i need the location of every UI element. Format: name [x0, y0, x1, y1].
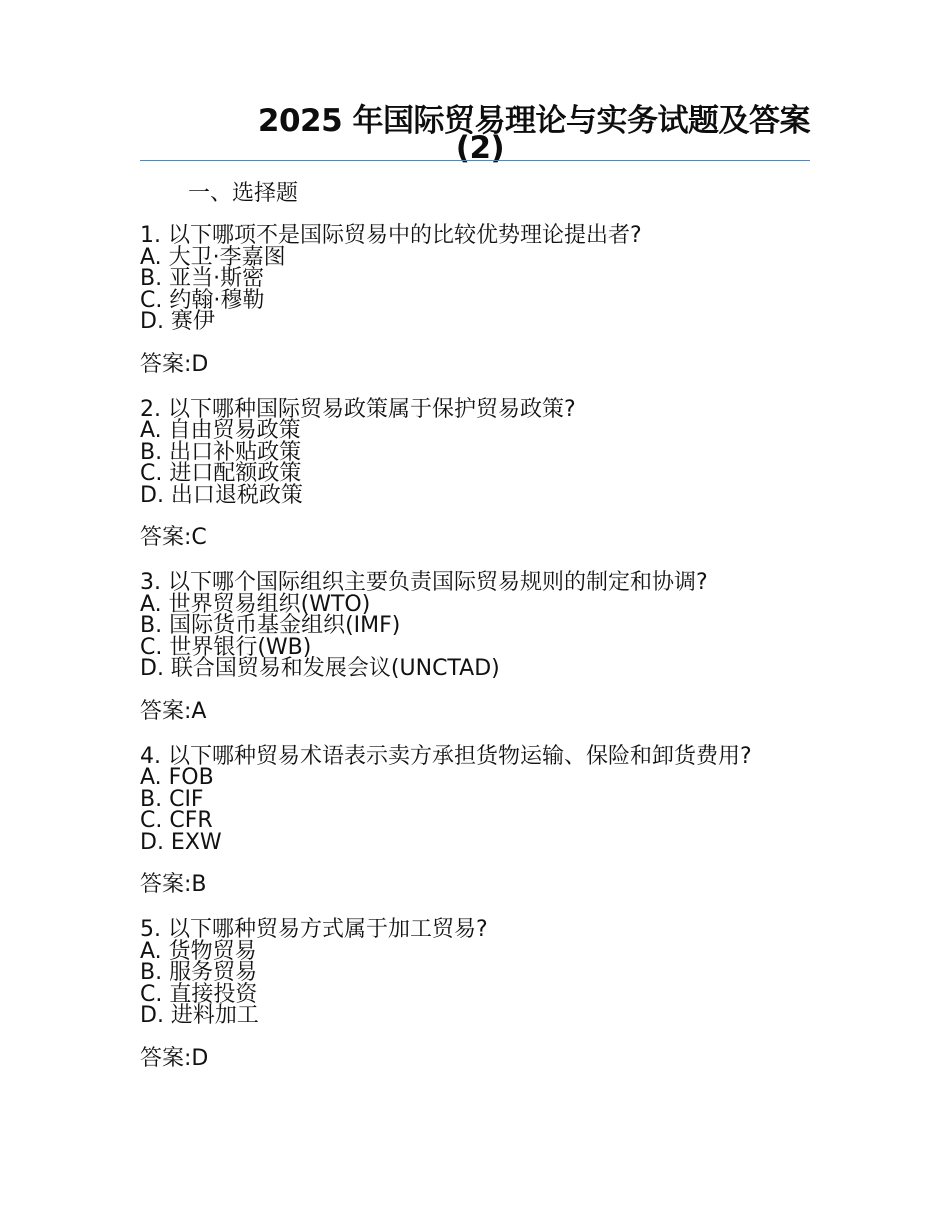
- option-d: D. 进料加工: [140, 1003, 259, 1028]
- option-a: A. FOB: [140, 765, 214, 790]
- answer-line: 答案:B: [140, 872, 207, 897]
- section-heading: 一、选择题: [188, 181, 299, 206]
- option-c: C. 世界银行(WB): [140, 634, 312, 660]
- option-a: A. 大卫·李嘉图: [140, 244, 286, 270]
- option-d: D. EXW: [140, 829, 222, 855]
- option-list: [140, 420, 800, 506]
- option-d: D. 联合国贸易和发展会议(UNCTAD): [140, 656, 500, 681]
- question-stem: 3. 以下哪个国际组织主要负责国际贸易规则的制定和协调?: [140, 570, 708, 595]
- option-list: [140, 767, 800, 853]
- option-c: C. 约翰·穆勒: [140, 287, 265, 313]
- option-list: [140, 938, 800, 1028]
- question-4: [140, 743, 800, 898]
- option-list: [140, 244, 800, 334]
- title-line-2: (2): [455, 130, 505, 166]
- question-list: [140, 225, 800, 1093]
- question-2: [140, 396, 800, 551]
- option-c: C. 直接投资: [140, 981, 258, 1007]
- question-stem: 4. 以下哪种贸易术语表示卖方承担货物运输、保险和卸货费用?: [140, 743, 752, 769]
- option-a: A. 货物贸易: [140, 938, 257, 964]
- question-5: [140, 919, 800, 1071]
- answer-line: 答案:D: [140, 351, 209, 377]
- option-d: D. 出口退税政策: [140, 482, 303, 508]
- answer-line: 答案:A: [140, 698, 207, 724]
- option-list: [140, 591, 800, 681]
- option-b: B. 服务贸易: [140, 960, 258, 985]
- question-3: [140, 572, 800, 724]
- option-b: B. CIF: [140, 786, 204, 812]
- title-underline-divider: [140, 160, 810, 161]
- option-c: C. CFR: [140, 808, 213, 833]
- option-b: B. 出口补贴政策: [140, 439, 302, 465]
- option-d: D. 赛伊: [140, 309, 215, 334]
- question-1: [140, 225, 800, 377]
- option-a: A. 自由贸易政策: [140, 418, 301, 443]
- option-c: C. 进口配额政策: [140, 461, 302, 486]
- answer-line: 答案:C: [140, 525, 207, 550]
- document-title: [140, 104, 810, 165]
- answer-line: 答案:D: [140, 1045, 209, 1071]
- option-b: B. 国际货币基金组织(IMF): [140, 613, 401, 638]
- option-b: B. 亚当·斯密: [140, 266, 265, 291]
- question-stem: 5. 以下哪种贸易方式属于加工贸易?: [140, 917, 488, 942]
- question-stem: 2. 以下哪种国际贸易政策属于保护贸易政策?: [140, 396, 576, 422]
- option-a: A. 世界贸易组织(WTO): [140, 591, 371, 617]
- title-line-1: 2025 年国际贸易理论与实务试题及答案: [257, 103, 810, 139]
- question-stem: 1. 以下哪项不是国际贸易中的比较优势理论提出者?: [140, 223, 642, 248]
